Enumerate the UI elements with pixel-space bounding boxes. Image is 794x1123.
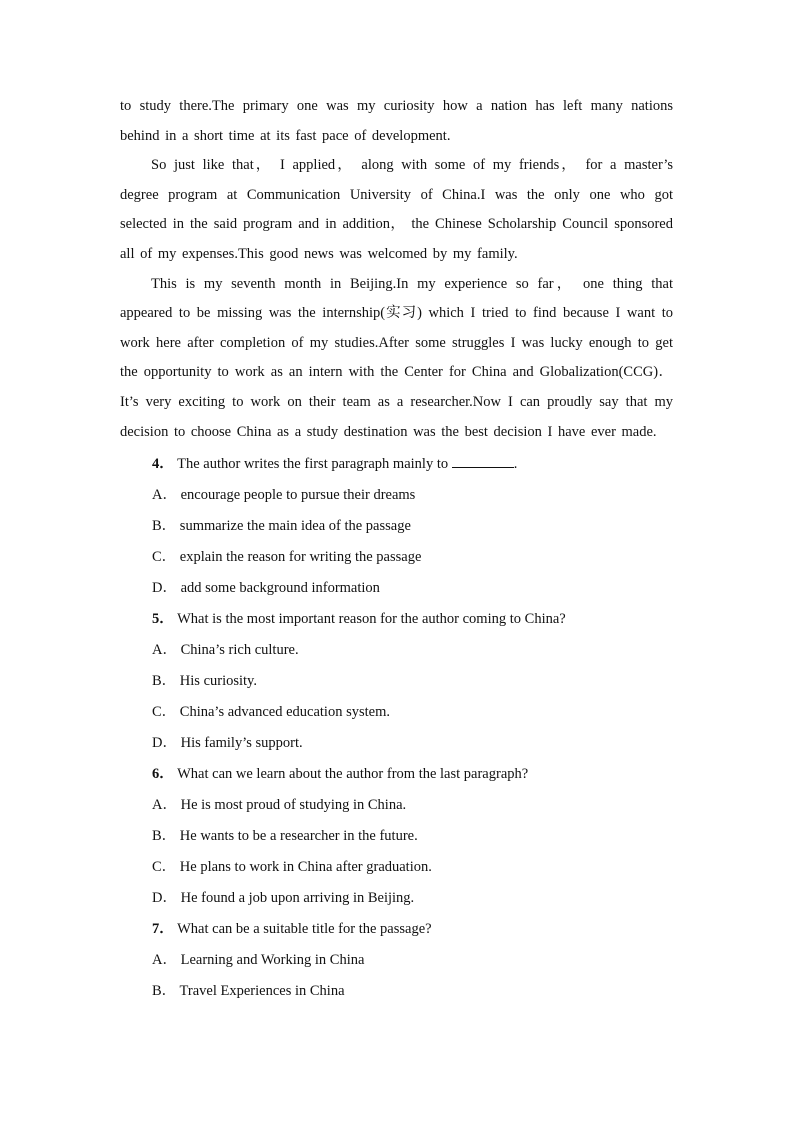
option-b: B． He wants to be a researcher in the future. (152, 828, 418, 845)
question-4 (152, 449, 673, 604)
question-text: What can we learn about the author from the last paragraph? (177, 766, 529, 783)
question-list (120, 449, 673, 1007)
option-c: C． China’s advanced education system. (152, 704, 390, 721)
question-number: 7． (152, 921, 174, 938)
document-page (120, 92, 673, 1007)
option-c: C． explain the reason for writing the passage (152, 549, 422, 566)
question-6 (152, 759, 673, 914)
question-stem (152, 759, 673, 790)
question-stem (152, 449, 673, 480)
option-d: D． His family’s support. (152, 735, 303, 752)
option-b: B． His curiosity. (152, 673, 257, 690)
option-b: B． summarize the main idea of the passage (152, 518, 411, 535)
question-7 (152, 914, 673, 1007)
question-text-end: . (513, 456, 518, 473)
option-a: A． He is most proud of studying in China. (152, 797, 407, 814)
answer-blank (452, 453, 514, 468)
question-number: 4． (152, 456, 174, 473)
option-a: A． China’s rich culture. (152, 642, 299, 659)
question-number: 6． (152, 766, 174, 783)
passage-paragraph-3: This is my seventh month in Beijing.In my experience so far， one thing that appeared to be missing was the internship(实习) which I tried to find because I want to work here after completion of my studies.After some struggles I was lucky enough to get the opportunity to work as an intern with the Center for China and Globalization(CCG)． It’s very exciting to work on their team as a researcher.Now I can proudly say that my decision to choose China as a study destination was the best decision I have ever made. (120, 275, 673, 440)
question-text: The author writes the first paragraph mainly to (177, 456, 449, 473)
option-a: A． Learning and Working in China (152, 952, 365, 969)
option-a: A． encourage people to pursue their dreams (152, 487, 416, 504)
passage-paragraph-2: So just like that， I applied， along with some of my friends， for a master’s degree program at Communication University of China.I was the only one who got selected in the said program and in addition， the Chinese Scholarship Council sponsored all of my expenses.This good news was welcomed by my family. (120, 157, 673, 262)
option-d: D． He found a job upon arriving in Beijing. (152, 890, 415, 907)
option-d: D． add some background information (152, 580, 380, 597)
question-text: What can be a suitable title for the passage? (177, 921, 432, 938)
question-text: What is the most important reason for the author coming to China? (177, 611, 566, 628)
question-stem (152, 914, 673, 945)
option-c: C． He plans to work in China after graduation. (152, 859, 432, 876)
question-stem (152, 604, 673, 635)
option-b: B． Travel Experiences in China (152, 983, 345, 1000)
question-5 (152, 604, 673, 759)
passage-paragraph-1: to study there.The primary one was my curiosity how a nation has left many nations behind in a short time at its fast pace of development. (120, 98, 673, 144)
question-number: 5． (152, 611, 174, 628)
